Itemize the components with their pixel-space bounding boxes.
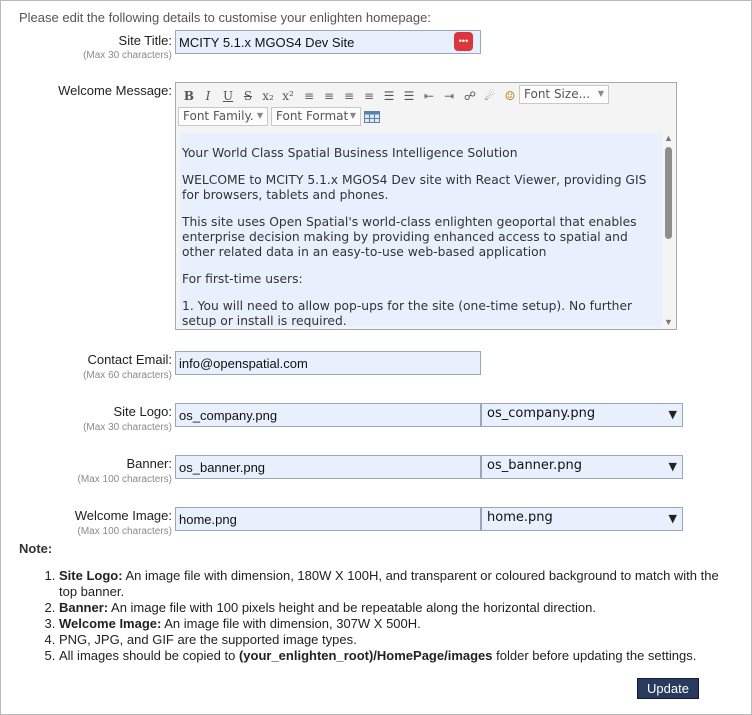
chevron-down-icon: ▼ <box>349 111 356 120</box>
subscript-icon[interactable]: x₂ <box>262 89 274 103</box>
banner-input[interactable] <box>175 455 481 479</box>
note-item-text: folder before updating the settings. <box>492 648 697 663</box>
unordered-list-icon[interactable]: ☰ <box>403 89 415 103</box>
editor-scrollbar[interactable] <box>663 133 675 329</box>
align-left-icon[interactable]: ≡ <box>303 89 315 103</box>
chevron-down-icon: ▼ <box>668 512 677 525</box>
note-item <box>59 648 728 664</box>
note-title: Note: <box>19 541 53 556</box>
editor-paragraph: For first-time users: <box>182 272 303 286</box>
note-item-text: An image file with dimension, 307W X 500H. <box>161 616 421 631</box>
editor-paragraph: This site uses Open Spatial's world-class enlighten geoportal that enables enterprise decision making by providing enhanced access to spatial and other related data in an easy-to-use web-based application <box>182 215 637 259</box>
banner-select[interactable] <box>481 455 683 479</box>
strikethrough-icon[interactable]: S <box>243 89 253 103</box>
welcome-image-hint: (Max 100 characters) <box>77 526 172 537</box>
editor-content-area[interactable] <box>180 133 662 327</box>
update-button[interactable]: Update <box>637 678 699 699</box>
banner-selected: os_banner.png <box>487 458 582 473</box>
chevron-down-icon: ▼ <box>597 89 604 98</box>
scroll-up-icon[interactable]: ▲ <box>664 133 673 143</box>
welcome-message-label: Welcome Message: <box>58 83 172 98</box>
note-item-bold: Site Logo: <box>59 568 123 583</box>
contact-email-label: Contact Email: <box>87 352 172 367</box>
note-item-text: An image file with dimension, 180W X 100H, and transparent or coloured background to match with the top banner. <box>59 568 719 599</box>
align-justify-icon[interactable]: ≡ <box>363 89 375 103</box>
site-logo-hint: (Max 30 characters) <box>83 422 172 433</box>
site-logo-selected: os_company.png <box>487 406 596 421</box>
welcome-image-selected: home.png <box>487 510 553 525</box>
underline-icon[interactable]: U <box>222 89 234 103</box>
site-title-input[interactable] <box>175 30 481 54</box>
site-logo-label: Site Logo: <box>113 404 172 419</box>
note-item-bold: Banner: <box>59 600 109 615</box>
rich-text-editor <box>175 82 677 330</box>
banner-hint: (Max 100 characters) <box>77 474 172 485</box>
note-item-text: All images should be copied to <box>59 648 239 663</box>
bold-icon[interactable]: B <box>183 89 195 103</box>
note-item <box>59 600 728 616</box>
align-center-icon[interactable]: ≡ <box>323 89 335 103</box>
note-item-bold: (your_enlighten_root)/HomePage/images <box>238 648 493 663</box>
more-dots-icon[interactable]: ••• <box>454 32 473 51</box>
editor-toolbar-row-1 <box>181 87 516 107</box>
note-item-bold: Welcome Image: <box>59 616 162 631</box>
insert-table-icon[interactable] <box>364 111 380 123</box>
site-title-label: Site Title: <box>118 33 172 48</box>
font-family-dropdown[interactable] <box>178 107 268 126</box>
font-format-value: Font Format <box>276 109 349 123</box>
site-logo-select[interactable] <box>481 403 683 427</box>
unlink-icon[interactable]: ☄ <box>484 89 496 103</box>
welcome-image-label: Welcome Image: <box>74 508 172 523</box>
note-item <box>59 616 728 632</box>
emoji-icon[interactable]: ☺ <box>504 89 516 103</box>
banner-label: Banner: <box>126 456 172 471</box>
outdent-icon[interactable]: ⇤ <box>423 89 435 103</box>
note-item-text: PNG, JPG, and GIF are the supported image types. <box>59 632 357 647</box>
contact-email-hint: (Max 60 characters) <box>83 370 172 381</box>
note-item <box>59 568 728 600</box>
site-title-hint: (Max 30 characters) <box>83 50 172 61</box>
note-item <box>59 632 728 648</box>
superscript-icon[interactable]: x² <box>282 89 294 103</box>
scrollbar-thumb[interactable] <box>665 147 672 239</box>
indent-icon[interactable]: ⇥ <box>443 89 455 103</box>
font-size-dropdown[interactable] <box>519 85 609 104</box>
font-size-value: Font Size... <box>524 87 591 101</box>
chevron-down-icon: ▼ <box>256 111 263 120</box>
editor-paragraph: 1. You will need to allow pop-ups for the site (one-time setup). No further setup or install is required. <box>182 299 633 327</box>
contact-email-input[interactable] <box>175 351 481 375</box>
ordered-list-icon[interactable]: ☰ <box>383 89 395 103</box>
font-format-dropdown[interactable] <box>271 107 361 126</box>
scroll-down-icon[interactable]: ▼ <box>664 317 673 327</box>
notes-list <box>23 568 728 664</box>
italic-icon[interactable]: I <box>205 89 211 103</box>
note-item-text: An image file with 100 pixels height and be repeatable along the horizontal direction. <box>108 600 596 615</box>
editor-paragraph: Your World Class Spatial Business Intelligence Solution <box>182 146 518 160</box>
link-icon[interactable]: ☍ <box>463 89 477 103</box>
editor-paragraph: WELCOME to MCITY 5.1.x MGOS4 Dev site with React Viewer, providing GIS for browsers, tablets and phones. <box>182 173 647 202</box>
chevron-down-icon: ▼ <box>668 408 677 421</box>
welcome-image-input[interactable] <box>175 507 481 531</box>
intro-text: Please edit the following details to customise your enlighten homepage: <box>19 10 431 25</box>
font-family-value: Font Family. <box>183 109 254 123</box>
site-logo-input[interactable] <box>175 403 481 427</box>
align-right-icon[interactable]: ≡ <box>343 89 355 103</box>
chevron-down-icon: ▼ <box>668 460 677 473</box>
welcome-image-select[interactable] <box>481 507 683 531</box>
